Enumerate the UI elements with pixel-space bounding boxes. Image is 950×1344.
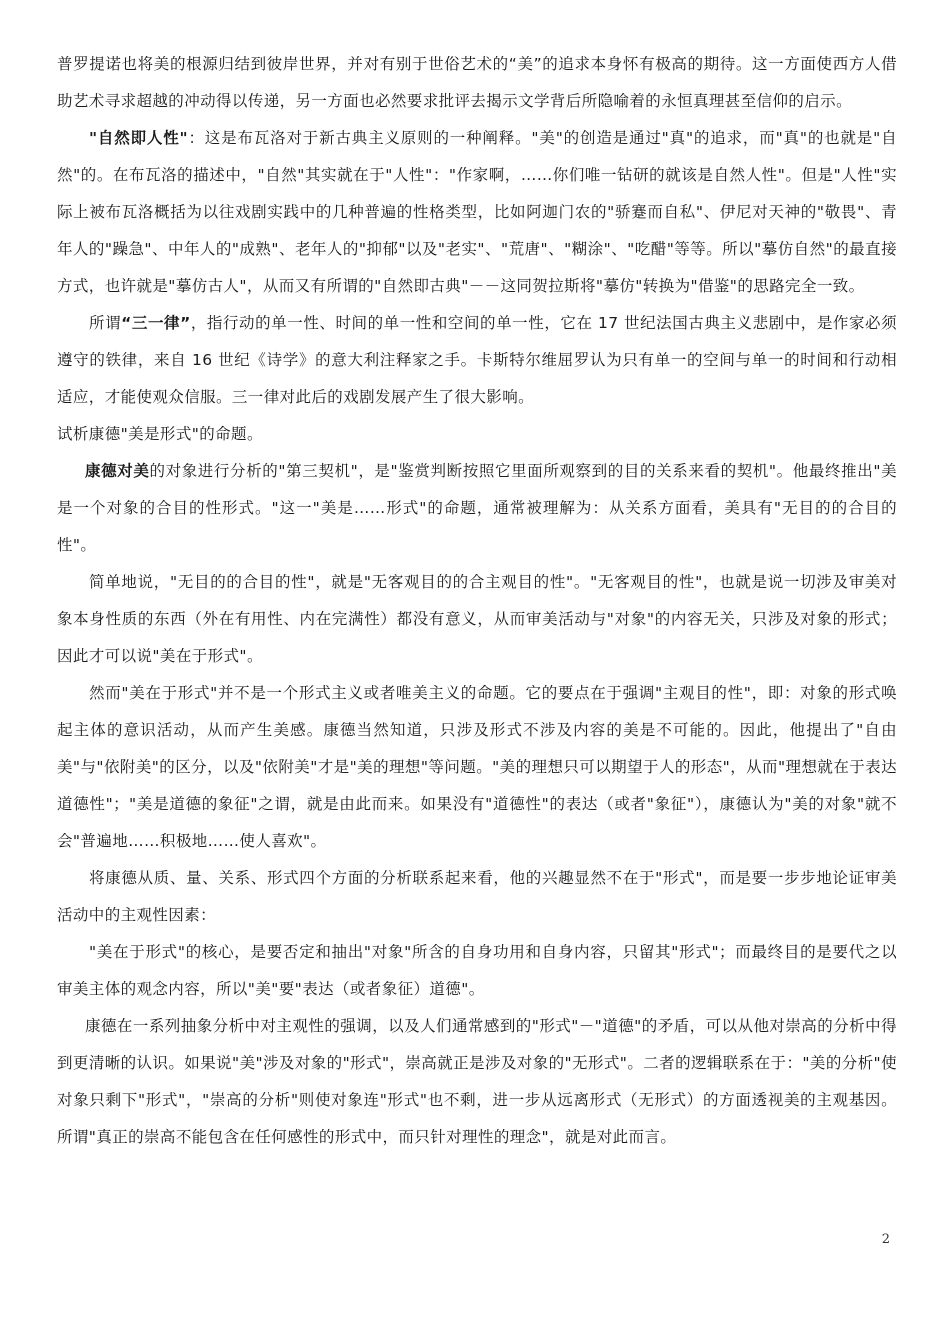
paragraph-purposiveness <box>57 564 897 675</box>
question-text: 试析康德"美是形式"的命题。 <box>57 425 263 443</box>
paragraph-text: 将康德从质、量、关系、形式四个方面的分析联系起来看，他的兴趣显然不在于"形式"，而是要一步步地论证审美活动中的主观性因素： <box>57 869 897 924</box>
paragraph-text: 的对象进行分析的"第三契机"，是"鉴赏判断按照它里面所观察到的目的关系来看的契机"。他最终推出"美是一个对象的合目的性形式。"这一"美是……形式"的命题，通常被理解为：从关系方面看，美具有"无目的的合目的性"。 <box>57 462 897 554</box>
paragraph-text: 然而"美在于形式"并不是一个形式主义或者唯美主义的命题。它的要点在于强调"主观目的性"，即：对象的形式唤起主体的意识活动，从而产生美感。康德当然知道，只涉及形式不涉及内容的美是不可能的。因此，他提出了"自由美"与"依附美"的区分，以及"依附美"才是"美的理想"等问题。"美的理想只可以期望于人的形态"，从而"理想就在于表达道德性"；"美是道德的象征"之谓，就是由此而来。如果没有"道德性"的表达（或者"象征"），康德认为"美的对象"就不会"普遍地……积极地……使人喜欢"。 <box>57 684 897 850</box>
page-number: 2 <box>881 1232 890 1247</box>
term-nature-is-humanity: "自然即人性" <box>89 129 189 147</box>
paragraph-text: 康德在一系列抽象分析中对主观性的强调，以及人们通常感到的"形式"－"道德"的矛盾，可以从他对崇高的分析中得到更清晰的认识。如果说"美"涉及对象的"形式"，崇高就正是涉及对象的"无形式"。二者的逻辑联系在于："美的分析"使对象只剩下"形式"，"崇高的分析"则使对象连"形式"也不剩，进一步从远离形式（无形式）的方面透视美的主观基因。所谓"真正的崇高不能包含在任何感性的形式中，而只针对理性的理念"，就是对此而言。 <box>57 1017 897 1146</box>
paragraph-kant-third-moment <box>57 453 897 564</box>
paragraph-text: 普罗提诺也将美的根源归结到彼岸世界，并对有别于世俗艺术的“美”的追求本身怀有极高的期待。这一方面使西方人借助艺术寻求超越的冲动得以传递，另一方面也必然要求批评去揭示文学背后所隐喻着的永恒真理甚至信仰的启示。 <box>57 55 897 110</box>
paragraph-sublime <box>57 1008 897 1156</box>
document-body <box>57 46 897 1156</box>
paragraph-text: ：这是布瓦洛对于新古典主义原则的一种阐释。"美"的创造是通过"真"的追求，而"真"的也就是"自然"的。在布瓦洛的描述中，"自然"其实就在于"人性"："作家啊，……你们唯一钻研的就该是自然人性"。但是"人性"实际上被布瓦洛概括为以往戏剧实践中的几种普遍的性格类型，比如阿迦门农的"骄蹇而自私"、伊尼对天神的"敬畏"、青年人的"躁急"、中年人的"成熟"、老年人的"抑郁"以及"老实"、"荒唐"、"糊涂"、"吃醋"等等。所以"摹仿自然"的最直接方式，也许就是"摹仿古人"，从而又有所谓的"自然即古典"－－这同贺拉斯将"摹仿"转换为"借鉴"的思路完全一致。 <box>57 129 897 295</box>
term-three-unities: “三一律” <box>121 314 191 332</box>
term-kant-beauty: 康德对美 <box>85 462 150 480</box>
paragraph-text: "美在于形式"的核心，是要否定和抽出"对象"所含的自身功用和自身内容，只留其"形式"；而最终目的是要代之以审美主体的观念内容，所以"美"要"表达（或者象征）道德"。 <box>57 943 897 998</box>
paragraph-prefix: 所谓 <box>89 314 122 332</box>
paragraph-nature-humanity <box>57 120 897 305</box>
paragraph-core-of-form <box>57 934 897 1008</box>
paragraph-three-unities <box>57 305 897 416</box>
question-heading <box>57 416 897 453</box>
paragraph-text: 简单地说，"无目的的合目的性"，就是"无客观目的的合主观目的性"。"无客观目的性"，也就是说一切涉及审美对象本身性质的东西（外在有用性、内在完满性）都没有意义，从而审美活动与"对象"的内容无关，只涉及对象的形式；因此才可以说"美在于形式"。 <box>57 573 897 665</box>
paragraph-form-not-formalism <box>57 675 897 860</box>
paragraph-text: ，指行动的单一性、时间的单一性和空间的单一性，它在 17 世纪法国古典主义悲剧中，是作家必须遵守的铁律，来自 16 世纪《诗学》的意大利注释家之手。卡斯特尔维屈罗认为只有单一的空间与单一的时间和行动相适应，才能使观众信服。三一律对此后的戏剧发展产生了很大影响。 <box>57 314 897 406</box>
paragraph-plotinus <box>57 46 897 120</box>
paragraph-four-aspects <box>57 860 897 934</box>
